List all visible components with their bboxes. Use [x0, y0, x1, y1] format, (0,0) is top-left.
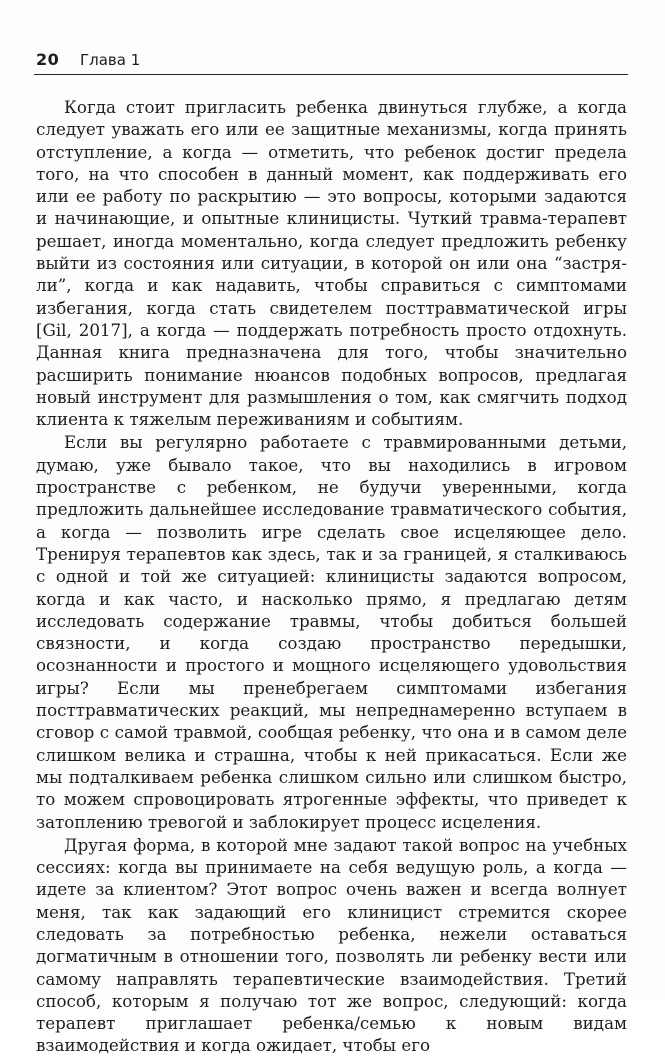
- running-header: [34, 44, 628, 75]
- body-text: [36, 96, 627, 1057]
- paragraph: Другая форма, в которой мне задают такой вопрос на учебных сессиях: когда вы принимаете на себя ведущую роль, а когда — идете за клиентом? Этот вопрос очень важен и всегда волнует меня, так как задающий его клиницист стремится скорее следовать за потребностью ребенка, нежели оставаться догматичным в отношении того, позволять ли ребенку вести или самому направлять терапевтические взаимодействия. Третий способ, которым я получаю тот же вопрос, следующий: когда терапевт приглашает ребенка/семью к новым видам взаимодействия и когда ожидает, чтобы его: [36, 834, 627, 1056]
- page-number: 20: [36, 50, 60, 69]
- chapter-title: Глава 1: [80, 51, 141, 69]
- paragraph: Когда стоит пригласить ребенка двинуться глубже, а когда следует уважать его или ее защитные механизмы, когда принять отступление, а когда — отметить, что ребенок достиг предела того, на что способен в данный момент, как поддерживать его или ее работу по раскрытию — это вопросы, которыми задаются и начинающие, и опытные клиницисты. Чуткий травма-терапевт решает, иногда моментально, когда следует предложить ребенку выйти из состояния или ситуации, в которой он или она “застряли”, когда и как надавить, чтобы справиться с симптомами избегания, когда стать свидетелем посттравматической игры [Gil, 2017], а когда — поддержать потребность просто отдохнуть. Данная книга предназначена для того, чтобы значительно расширить понимание нюансов подобных вопросов, предлагая новый инструмент для размышления о том, как смягчить подход клиента к тяжелым переживаниям и событиям.: [36, 97, 627, 430]
- paragraph: Если вы регулярно работаете с травмированными детьми, думаю, уже бывало такое, что вы находились в игровом пространстве с ребенком, не будучи уверенными, когда предложить дальнейшее исследование травматического события, а когда — позволить игре сделать свое исцеляющее дело. Тренируя терапевтов как здесь, так и за границей, я сталкиваюсь с одной и той же ситуацией: клиницисты задаются вопросом, когда и как часто, и насколько прямо, я предлагаю детям исследовать содержание травмы, чтобы добиться большей связности, и когда создаю пространство передышки, осознанности и простого и мощного исцеляющего удовольствия игры? Если мы пренебрегаем симптомами избегания посттравматических реакций, мы непреднамеренно вступаем в сговор с самой травмой, сообщая ребенку, что она и в самом деле слишком велика и страшна, чтобы к ней прикасаться. Если же мы подталкиваем ребенка слишком сильно или слишком быстро, то можем спровоцировать ятрогенные эффекты, что приведет к затоплению тревогой и заблокирует процесс исцеления.: [36, 432, 627, 832]
